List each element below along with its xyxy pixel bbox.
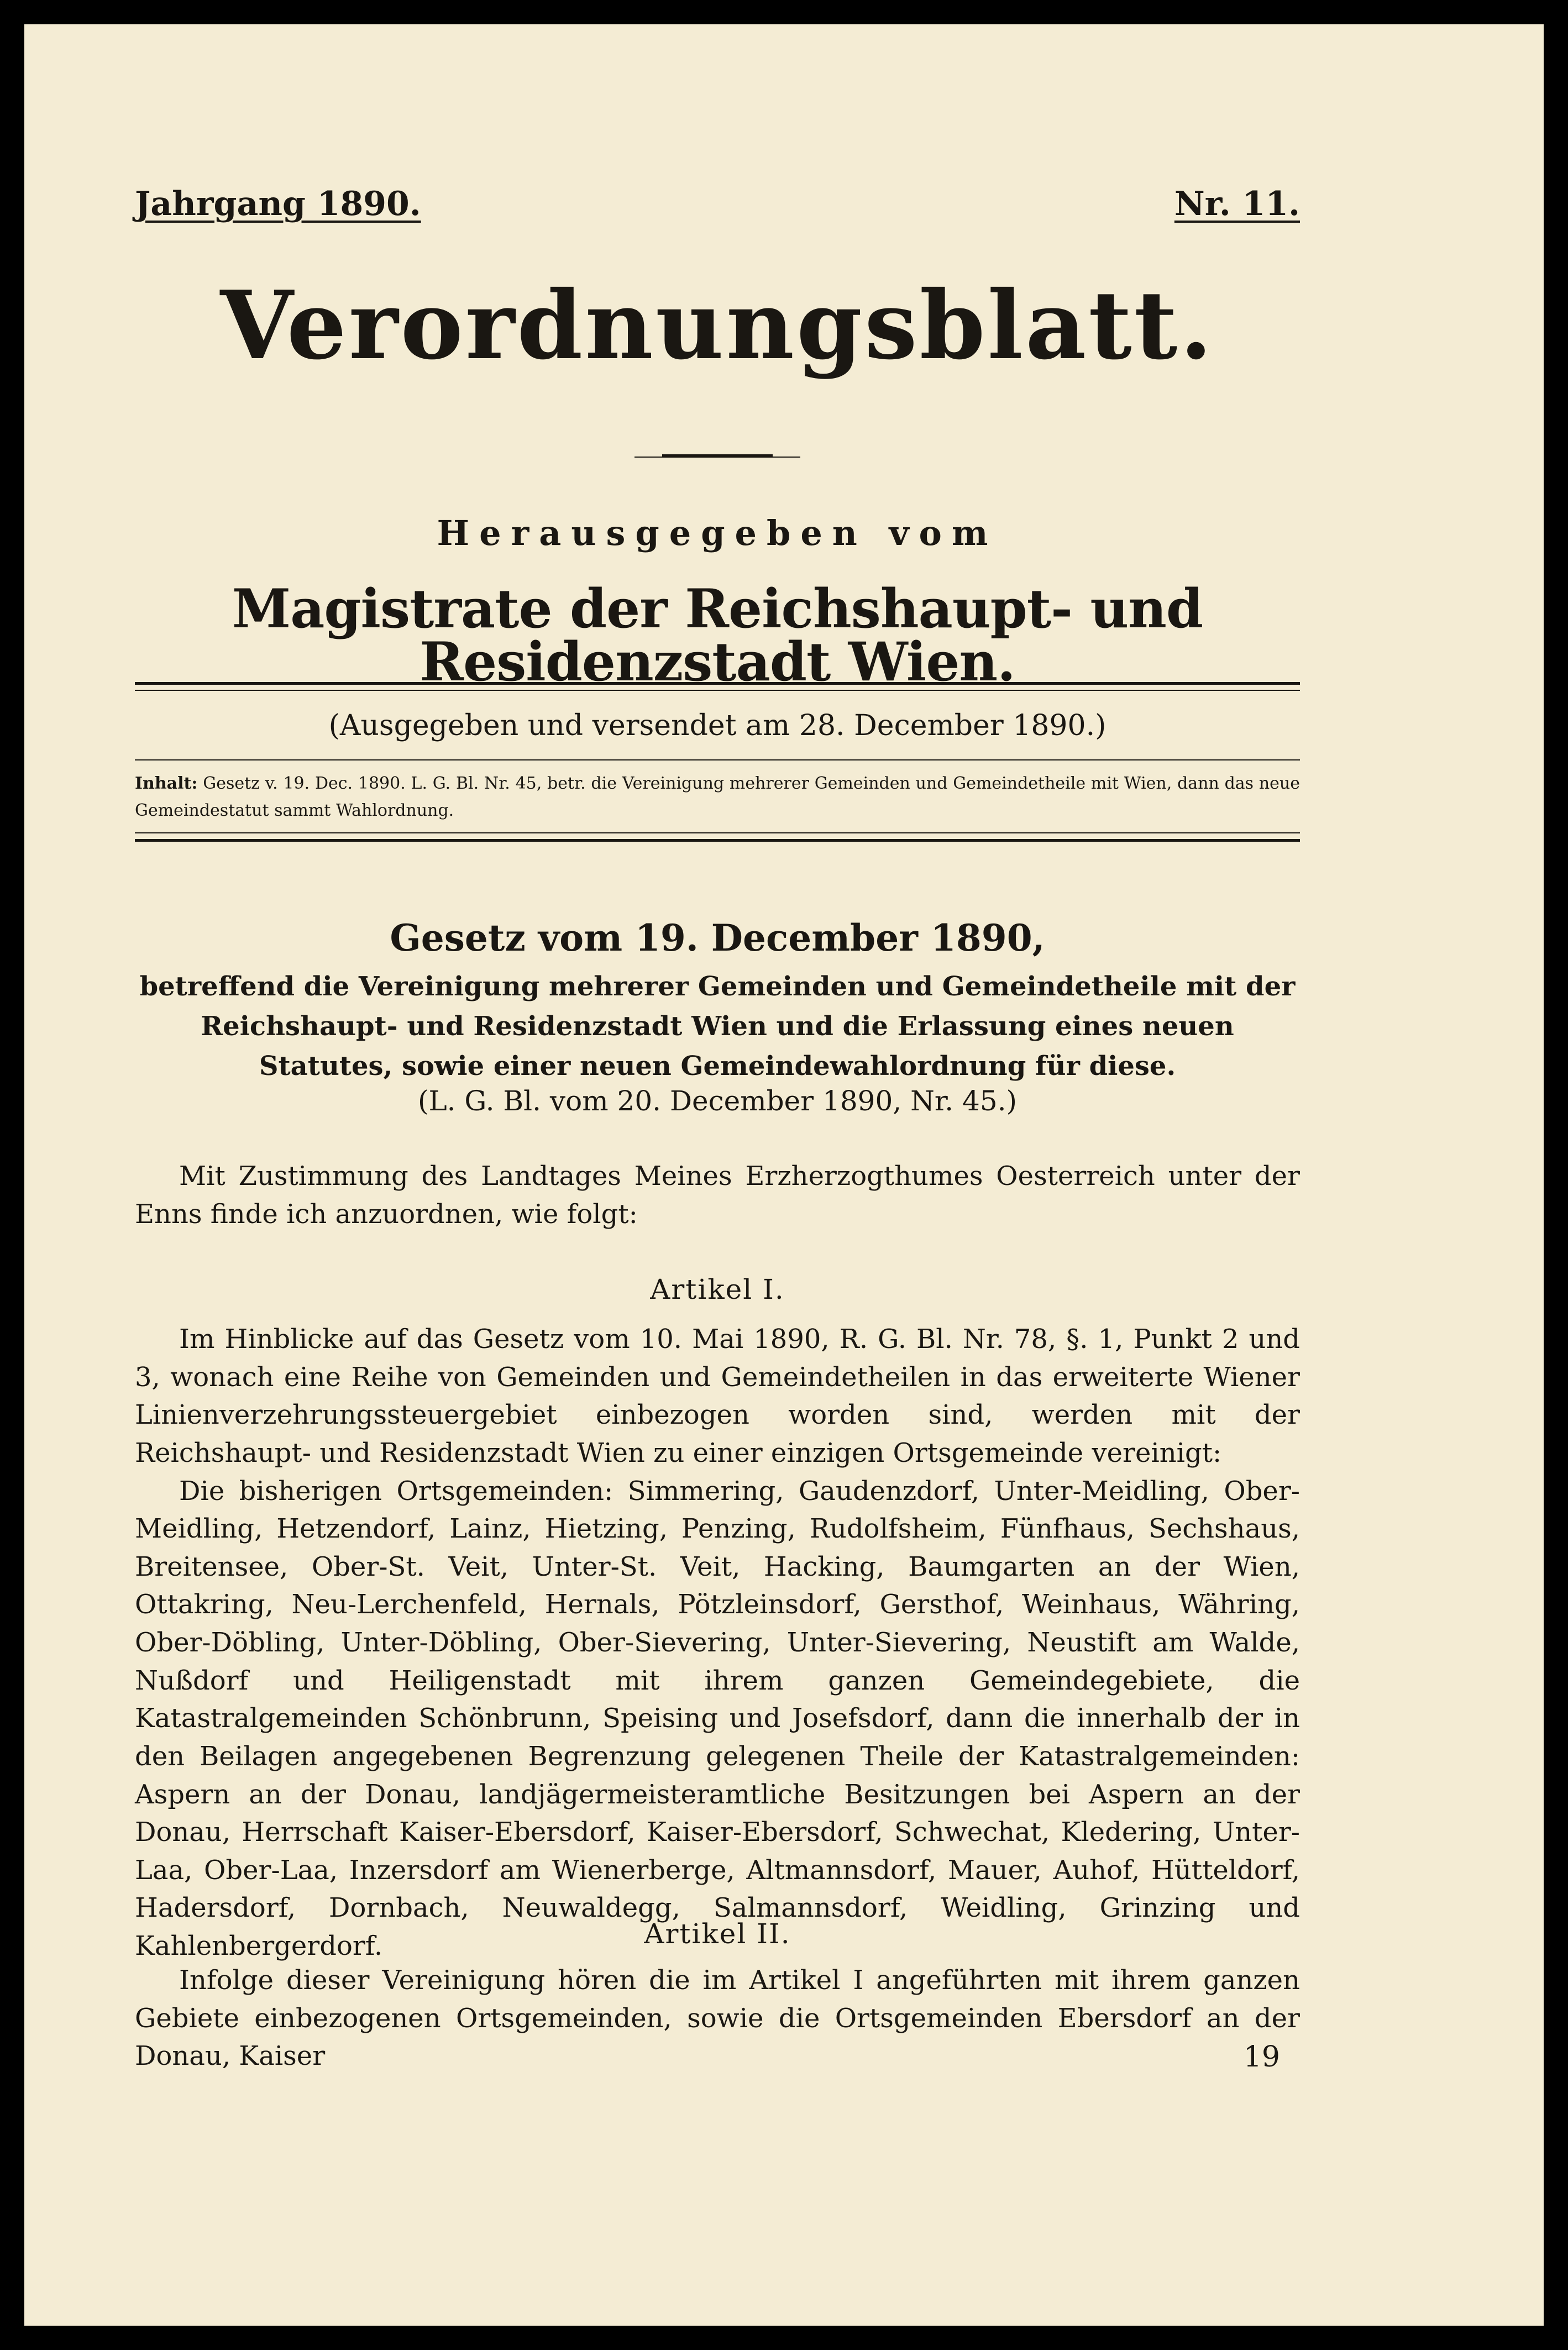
paragraph: Die bisherigen Ortsgemeinden: Simmering, Gaudenzdorf, Unter-Meidling, Ober-Meidling, Hetzendorf, Lainz, Hietzing, Penzing, Rudolfsheim, Fünfhaus, Sechshaus, Breitensee, Ober-St. Veit, Unter-St. Veit, Hacking, Baumgarten an der Wien, Ottakring, Neu-Lerchenfeld, Hernals, Pötzleinsdorf, Gersthof, Weinhaus, Währing, Ober-Döbling, Unter-Döbling, Ober-Sievering, Unter-Sievering, Neustift am Walde, Nußdorf und Heiligenstadt mit ihrem ganzen Gemeindegebiete, die Katastralgemeinden Schönbrunn, Speising und Josefsdorf, dann die innerhalb der in den Beilagen angegebenen Begrenzung gelegenen Theile der Katastralgemeinden: Aspern an der Donau, landjägermeisteramtliche Besitzungen bei Aspern an der Donau, Herrschaft Kaiser-Ebersdorf, Kaiser-Ebersdorf, Schwechat, Kledering, Unter-Laa, Ober-Laa, Inzersdorf am Wienerberge, Altmannsdorf, Mauer, Auhof, Hütteldorf, Hadersdorf, Dornbach, Neuwaldegg, Salmannsdorf, Weidling, Grinzing und Kahlenbergerdorf. — [135, 1475, 1300, 1961]
article-heading: Artikel II. — [644, 1918, 791, 1950]
divider-thick — [135, 682, 1300, 685]
scanned-page — [24, 24, 1544, 2326]
paragraph: Im Hinblicke auf das Gesetz vom 10. Mai 1890, R. G. Bl. Nr. 78, §. 1, Punkt 2 und 3, wonach eine Reihe von Gemeinden und Gemeindetheilen in das erweiterte Wiener Linienverzehrungssteuergebiet einbezogen worden sind, werden mit der Reichshaupt- und Residenzstadt Wien zu einer einzigen Ortsgemeinde vereinigt: — [135, 1324, 1300, 1468]
intro-paragraph — [135, 1157, 1300, 1233]
contents-text: Gesetz v. 19. Dec. 1890. L. G. Bl. Nr. 45, betr. die Vereinigung mehrerer Gemeinden und Gemeindetheile mit Wien, dann das neue Gemeindestatut sammt Wahlordnung. — [135, 774, 1300, 820]
article-heading: Artikel I. — [650, 1273, 785, 1305]
divider-thin — [135, 690, 1300, 691]
issue-number: Nr. 11. — [1174, 185, 1300, 223]
article-1-body — [135, 1320, 1300, 1965]
contents-summary — [135, 770, 1300, 824]
issue-date: (Ausgegeben und versendet am 28. December 1890.) — [328, 709, 1106, 742]
divider-thin — [135, 832, 1300, 833]
contents-label: Inhalt: — [135, 774, 198, 793]
paragraph: Mit Zustimmung des Landtages Meines Erzherzogthumes Oesterreich unter der Enns finde ich anzuordnen, wie folgt: — [135, 1161, 1300, 1230]
page-content — [135, 24, 1300, 2326]
ornamental-rule — [662, 454, 773, 457]
divider-thin — [135, 759, 1300, 760]
publisher-line: Herausgegeben vom — [437, 513, 998, 553]
volume-year: Jahrgang 1890. — [135, 185, 421, 223]
page-number: 19 — [1243, 2040, 1280, 2074]
publisher-name: Magistrate der Reichshaupt- und Residenzstadt Wien. — [232, 578, 1203, 693]
law-reference: (L. G. Bl. vom 20. December 1890, Nr. 45.) — [417, 1085, 1018, 1117]
divider-thick — [135, 839, 1300, 842]
masthead-title: Verordnungsblatt. — [220, 270, 1215, 381]
law-subject: betreffend die Vereinigung mehrerer Gemeinden und Gemeindetheile mit der Reichshaupt- und Residenzstadt Wien und die Erlassung eines neuen Statutes, sowie einer neuen Gemeindewahlordnung für diese. — [139, 971, 1296, 1082]
paragraph: Infolge dieser Vereinigung hören die im Artikel I angeführten mit ihrem ganzen Gebiete einbezogenen Ortsgemeinden, sowie die Ortsgemeinden Ebersdorf an der Donau, Kaiser — [135, 1965, 1300, 2072]
article-2-body — [135, 1961, 1300, 2075]
law-title: Gesetz vom 19. December 1890, — [390, 916, 1045, 959]
